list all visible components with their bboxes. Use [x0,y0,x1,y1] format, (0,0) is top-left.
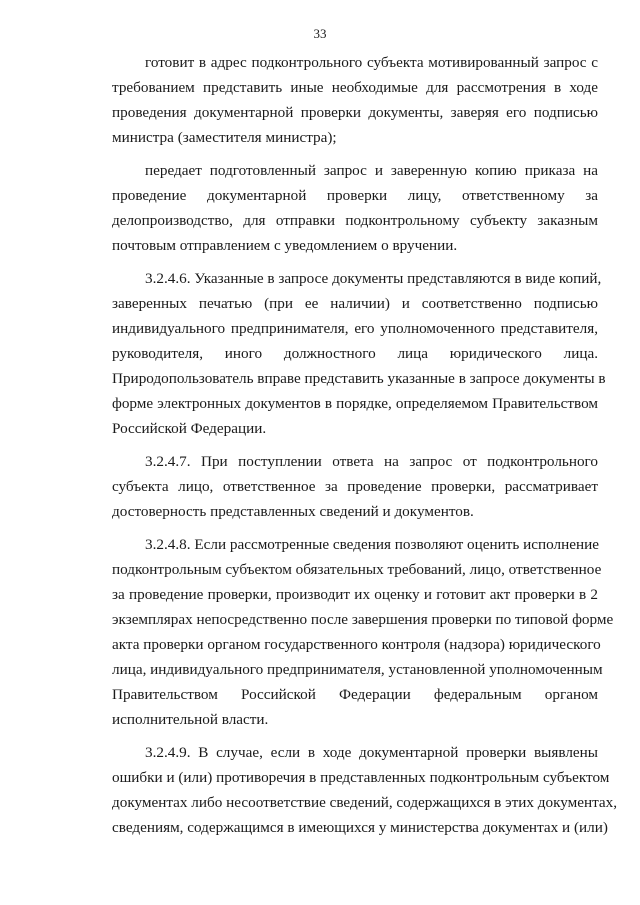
text-line: делопроизводство, для отправки подконтрольному субъекту заказным [112,212,598,229]
text-line: форме электронных документов в порядке, определяемом Правительством [112,395,598,412]
text-line: министра (заместителя министра); [112,129,337,146]
text-line: руководителя, иного должностного лица юридического лица. [112,345,598,362]
paragraph-p3 [112,266,606,441]
paragraph-p6 [112,740,618,840]
text-line: требованием представить иные необходимые для рассмотрения в ходе [112,79,598,96]
text-line: субъекта лицо, ответственное за проведение проверки, рассматривает [112,478,598,495]
paragraph-p1 [112,50,598,150]
text-line: проведение документарной проверки лицу, ответственному за [112,187,598,204]
paragraph-gap [112,441,598,449]
text-line: Правительством Российской Федерации федеральным органом [112,686,598,703]
text-line: передает подготовленный запрос и заверенную копию приказа на [145,162,598,179]
text-line: достоверность представленных сведений и документов. [112,503,474,520]
text-line: Российской Федерации. [112,420,267,437]
text-line: 3.2.4.7. При поступлении ответа на запрос от подконтрольного [145,453,598,470]
page-number: 33 [313,26,327,41]
text-line: экземплярах непосредственно после завершения проверки по типовой форме [112,611,614,628]
text-line: ошибки и (или) противоречия в представленных подконтрольным субъектом [112,769,610,786]
paragraph-p4 [112,449,598,524]
text-line: 3.2.4.9. В случае, если в ходе документарной проверки выявлены [145,744,598,761]
text-line: индивидуального предпринимателя, его уполномоченного представителя, [112,320,598,337]
paragraph-p5 [112,532,614,732]
document-body [112,50,618,840]
paragraph-p2 [112,158,598,258]
text-line: готовит в адрес подконтрольного субъекта мотивированный запрос с [145,54,598,71]
text-line: исполнительной власти. [112,711,269,728]
paragraph-gap [112,150,598,158]
text-line: подконтрольным субъектом обязательных требований, лицо, ответственное [112,561,602,578]
text-line: акта проверки органом государственного контроля (надзора) юридического [112,636,601,653]
text-line: почтовым отправлением с уведомлением о вручении. [112,237,458,254]
text-line: документах либо несоответствие сведений, содержащихся в этих документах, [112,794,618,811]
text-line: за проведение проверки, производит их оценку и готовит акт проверки в 2 [112,586,598,603]
text-line: проведения документарной проверки документы, заверяя его подписью [112,104,598,121]
text-line: Природопользователь вправе представить указанные в запросе документы в [112,370,606,387]
text-line: сведениям, содержащимся в имеющихся у министерства документах и (или) [112,819,608,836]
text-line: 3.2.4.6. Указанные в запросе документы представляются в виде копий, [145,270,602,287]
paragraph-gap [112,524,598,532]
text-line: лица, индивидуального предпринимателя, установленной уполномоченным [112,661,603,678]
text-line: 3.2.4.8. Если рассмотренные сведения позволяют оценить исполнение [145,536,599,553]
paragraph-gap [112,258,598,266]
paragraph-gap [112,732,598,740]
text-line: заверенных печатью (при ее наличии) и соответственно подписью [112,295,598,312]
